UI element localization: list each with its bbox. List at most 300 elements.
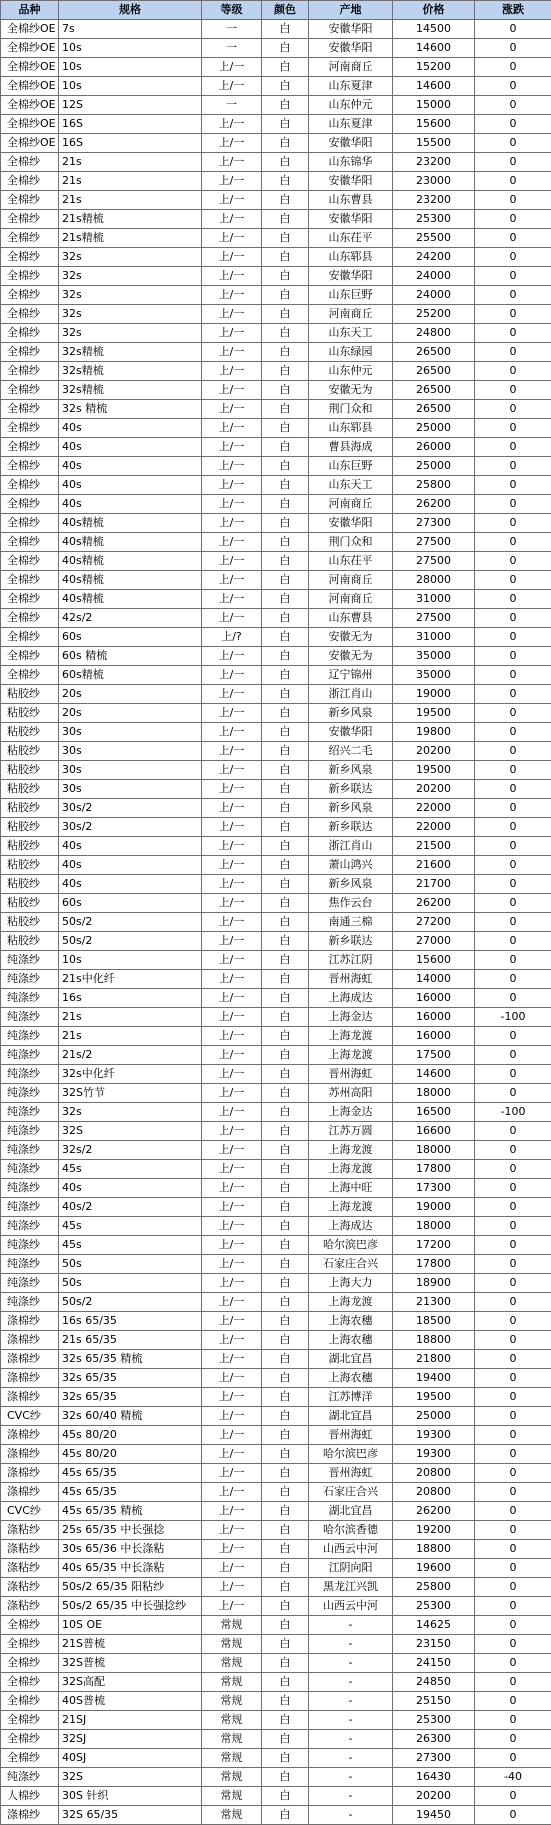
cell-spec: 32s (59, 1103, 202, 1122)
cell-price: 27300 (393, 1749, 475, 1768)
cell-change: 0 (475, 989, 551, 1008)
table-row (1, 628, 551, 647)
table-row (1, 1179, 551, 1198)
table-row (1, 400, 551, 419)
cell-price: 28000 (393, 571, 475, 590)
cell-color: 白 (262, 305, 309, 324)
table-row (1, 362, 551, 381)
cell-variety: 涤棉纱 (1, 1312, 59, 1331)
cell-color: 白 (262, 875, 309, 894)
cell-price: 15600 (393, 951, 475, 970)
cell-color: 白 (262, 1312, 309, 1331)
cell-origin: 上海龙渡 (309, 1141, 393, 1160)
cell-variety: 全棉纱 (1, 647, 59, 666)
cell-origin: 湖北宜昌 (309, 1502, 393, 1521)
cell-variety: 纯涤纱 (1, 1179, 59, 1198)
table-row (1, 1768, 551, 1787)
cell-price: 24000 (393, 286, 475, 305)
cell-change: 0 (475, 1160, 551, 1179)
cell-variety: 全棉纱OE (1, 58, 59, 77)
cell-grade: 上/一 (202, 1274, 262, 1293)
cell-price: 18800 (393, 1331, 475, 1350)
cell-variety: CVC纱 (1, 1502, 59, 1521)
cell-color: 白 (262, 1540, 309, 1559)
table-row (1, 286, 551, 305)
cell-price: 25000 (393, 1407, 475, 1426)
cell-color: 白 (262, 210, 309, 229)
cell-price: 21500 (393, 837, 475, 856)
cell-grade: 上/一 (202, 704, 262, 723)
cell-variety: 全棉纱 (1, 552, 59, 571)
cell-variety: 涤棉纱 (1, 1331, 59, 1350)
cell-grade: 上/一 (202, 761, 262, 780)
table-row (1, 96, 551, 115)
cell-change: 0 (475, 115, 551, 134)
cell-change: 0 (475, 723, 551, 742)
cell-variety: 全棉纱 (1, 1673, 59, 1692)
table-row (1, 818, 551, 837)
cell-grade: 常规 (202, 1806, 262, 1825)
cell-spec: 20s (59, 685, 202, 704)
cell-origin: 上海成达 (309, 989, 393, 1008)
cell-color: 白 (262, 761, 309, 780)
cell-origin: - (309, 1711, 393, 1730)
cell-spec: 50s/2 (59, 932, 202, 951)
table-row (1, 571, 551, 590)
cell-origin: 安徽无为 (309, 381, 393, 400)
cell-variety: 全棉纱OE (1, 134, 59, 153)
cell-color: 白 (262, 1217, 309, 1236)
cell-change: 0 (475, 1407, 551, 1426)
cell-spec: 30S 针织 (59, 1787, 202, 1806)
cell-variety: 涤棉纱 (1, 1806, 59, 1825)
table-row (1, 1540, 551, 1559)
cell-grade: 一 (202, 20, 262, 39)
cell-color: 白 (262, 1141, 309, 1160)
cell-color: 白 (262, 1160, 309, 1179)
cell-variety: 全棉纱 (1, 495, 59, 514)
cell-spec: 32s 65/35 精梳 (59, 1350, 202, 1369)
cell-spec: 10s (59, 951, 202, 970)
cell-color: 白 (262, 324, 309, 343)
cell-price: 24850 (393, 1673, 475, 1692)
cell-origin: 河南商丘 (309, 495, 393, 514)
cell-change: 0 (475, 1787, 551, 1806)
cell-variety: 全棉纱 (1, 191, 59, 210)
cell-grade: 上/一 (202, 590, 262, 609)
table-row (1, 1635, 551, 1654)
cell-change: 0 (475, 1179, 551, 1198)
cell-change: 0 (475, 913, 551, 932)
cell-price: 19300 (393, 1445, 475, 1464)
cell-price: 20800 (393, 1464, 475, 1483)
cell-variety: 全棉纱 (1, 343, 59, 362)
cell-price: 24800 (393, 324, 475, 343)
table-row (1, 1141, 551, 1160)
table-row (1, 1369, 551, 1388)
cell-color: 白 (262, 704, 309, 723)
cell-grade: 上/一 (202, 647, 262, 666)
cell-variety: 纯涤纱 (1, 1255, 59, 1274)
cell-color: 白 (262, 1198, 309, 1217)
cell-price: 31000 (393, 628, 475, 647)
cell-grade: 上/一 (202, 400, 262, 419)
table-row (1, 1008, 551, 1027)
cell-color: 白 (262, 1597, 309, 1616)
cell-spec: 40s (59, 419, 202, 438)
cell-price: 27300 (393, 514, 475, 533)
cell-grade: 上/一 (202, 381, 262, 400)
cell-grade: 上/一 (202, 894, 262, 913)
cell-change: 0 (475, 1673, 551, 1692)
cell-spec: 32s精梳 (59, 381, 202, 400)
cell-variety: 粘胶纱 (1, 704, 59, 723)
cell-variety: 粘胶纱 (1, 932, 59, 951)
table-row (1, 1521, 551, 1540)
cell-price: 26500 (393, 381, 475, 400)
cell-color: 白 (262, 1559, 309, 1578)
cell-change: 0 (475, 1084, 551, 1103)
cell-change: 0 (475, 609, 551, 628)
cell-price: 15600 (393, 115, 475, 134)
cell-origin: - (309, 1806, 393, 1825)
cell-change: 0 (475, 172, 551, 191)
cell-grade: 上/一 (202, 1046, 262, 1065)
cell-color: 白 (262, 647, 309, 666)
cell-origin: 安徽华阳 (309, 172, 393, 191)
cell-grade: 上/一 (202, 191, 262, 210)
cell-spec: 21s (59, 1027, 202, 1046)
cell-variety: 涤粘纱 (1, 1597, 59, 1616)
cell-price: 19500 (393, 761, 475, 780)
cell-origin: 上海农穗 (309, 1369, 393, 1388)
cell-grade: 上/一 (202, 1027, 262, 1046)
cell-grade: 常规 (202, 1787, 262, 1806)
table-row (1, 305, 551, 324)
cell-grade: 常规 (202, 1616, 262, 1635)
cell-spec: 45s (59, 1236, 202, 1255)
cell-price: 24150 (393, 1654, 475, 1673)
table-row (1, 837, 551, 856)
cell-origin: 焦作云台 (309, 894, 393, 913)
cell-origin: 上海农穗 (309, 1312, 393, 1331)
table-row (1, 685, 551, 704)
cell-origin: 曹县海成 (309, 438, 393, 457)
cell-origin: 山东天工 (309, 476, 393, 495)
cell-change: 0 (475, 1521, 551, 1540)
cell-spec: 60s 精梳 (59, 647, 202, 666)
cell-color: 白 (262, 742, 309, 761)
cell-grade: 上/一 (202, 780, 262, 799)
cell-color: 白 (262, 1255, 309, 1274)
table-row (1, 1787, 551, 1806)
cell-price: 27500 (393, 609, 475, 628)
cell-color: 白 (262, 666, 309, 685)
table-row (1, 1312, 551, 1331)
cell-spec: 50s/2 (59, 1293, 202, 1312)
cell-color: 白 (262, 286, 309, 305)
cell-origin: 晋州海虹 (309, 1065, 393, 1084)
cell-change: 0 (475, 590, 551, 609)
cell-change: 0 (475, 153, 551, 172)
table-row (1, 58, 551, 77)
cell-spec: 40s (59, 837, 202, 856)
cell-price: 26200 (393, 1502, 475, 1521)
cell-spec: 40s (59, 457, 202, 476)
cell-price: 16000 (393, 1027, 475, 1046)
cell-origin: 河南商丘 (309, 571, 393, 590)
cell-color: 白 (262, 989, 309, 1008)
cell-price: 19200 (393, 1521, 475, 1540)
cell-change: 0 (475, 856, 551, 875)
cell-origin: 湖北宜昌 (309, 1407, 393, 1426)
cell-price: 25300 (393, 210, 475, 229)
cell-grade: 上/一 (202, 1597, 262, 1616)
cell-color: 白 (262, 1749, 309, 1768)
cell-variety: 涤棉纱 (1, 1445, 59, 1464)
cell-grade: 常规 (202, 1692, 262, 1711)
table-row (1, 1730, 551, 1749)
cell-spec: 50s/2 65/35 阳粘纱 (59, 1578, 202, 1597)
cell-spec: 32s (59, 286, 202, 305)
cell-grade: 上/一 (202, 248, 262, 267)
cell-spec: 40s精梳 (59, 533, 202, 552)
cell-variety: 纯涤纱 (1, 1217, 59, 1236)
cell-origin: 安徽华阳 (309, 723, 393, 742)
cell-spec: 7s (59, 20, 202, 39)
cell-change: 0 (475, 1122, 551, 1141)
cell-spec: 10s (59, 58, 202, 77)
table-row (1, 438, 551, 457)
table-row (1, 210, 551, 229)
cell-variety: 纯涤纱 (1, 1141, 59, 1160)
cell-grade: 上/一 (202, 1122, 262, 1141)
cell-spec: 45s (59, 1217, 202, 1236)
cell-origin: - (309, 1673, 393, 1692)
cell-change: 0 (475, 134, 551, 153)
cell-origin: 晋州海虹 (309, 970, 393, 989)
cell-change: 0 (475, 400, 551, 419)
table-row (1, 951, 551, 970)
cell-color: 白 (262, 267, 309, 286)
cell-price: 22000 (393, 799, 475, 818)
cell-change: 0 (475, 970, 551, 989)
cell-change: 0 (475, 1369, 551, 1388)
table-row (1, 1065, 551, 1084)
cell-grade: 上/一 (202, 970, 262, 989)
cell-price: 24200 (393, 248, 475, 267)
table-row (1, 799, 551, 818)
cell-variety: 粘胶纱 (1, 780, 59, 799)
cell-spec: 25s 65/35 中长强捻 (59, 1521, 202, 1540)
cell-change: 0 (475, 875, 551, 894)
cell-grade: 上/一 (202, 1464, 262, 1483)
cell-origin: 山东曹县 (309, 609, 393, 628)
table-row (1, 1331, 551, 1350)
cell-change: 0 (475, 476, 551, 495)
cell-spec: 10s (59, 77, 202, 96)
cell-grade: 常规 (202, 1768, 262, 1787)
cell-origin: 江阴向阳 (309, 1559, 393, 1578)
cell-price: 18000 (393, 1084, 475, 1103)
cell-color: 白 (262, 1445, 309, 1464)
cell-grade: 上/一 (202, 134, 262, 153)
cell-spec: 50s (59, 1255, 202, 1274)
cell-change: 0 (475, 1806, 551, 1825)
cell-color: 白 (262, 1673, 309, 1692)
cell-color: 白 (262, 723, 309, 742)
cell-color: 白 (262, 1426, 309, 1445)
cell-color: 白 (262, 856, 309, 875)
cell-grade: 上/一 (202, 343, 262, 362)
cell-spec: 50s/2 (59, 913, 202, 932)
cell-spec: 10s (59, 39, 202, 58)
table-row (1, 1806, 551, 1825)
table-row (1, 552, 551, 571)
cell-grade: 上/一 (202, 723, 262, 742)
cell-change: 0 (475, 1635, 551, 1654)
cell-change: 0 (475, 704, 551, 723)
cell-grade: 上/一 (202, 875, 262, 894)
cell-grade: 上/一 (202, 1236, 262, 1255)
cell-variety: 全棉纱 (1, 590, 59, 609)
cell-variety: 涤棉纱 (1, 1483, 59, 1502)
cell-variety: 纯涤纱 (1, 970, 59, 989)
cell-color: 白 (262, 77, 309, 96)
cell-spec: 40s (59, 1179, 202, 1198)
table-row (1, 514, 551, 533)
cell-grade: 上/一 (202, 818, 262, 837)
cell-grade: 常规 (202, 1730, 262, 1749)
cell-variety: 纯涤纱 (1, 1103, 59, 1122)
table-row (1, 1293, 551, 1312)
cell-color: 白 (262, 1806, 309, 1825)
cell-color: 白 (262, 1122, 309, 1141)
cell-origin: 苏州高阳 (309, 1084, 393, 1103)
cell-color: 白 (262, 362, 309, 381)
cell-spec: 32s精梳 (59, 362, 202, 381)
cell-price: 19400 (393, 1369, 475, 1388)
table-row (1, 324, 551, 343)
cell-change: 0 (475, 1312, 551, 1331)
cell-color: 白 (262, 381, 309, 400)
table-row (1, 1673, 551, 1692)
cell-spec: 21S普梳 (59, 1635, 202, 1654)
table-row (1, 191, 551, 210)
cell-price: 17300 (393, 1179, 475, 1198)
cell-color: 白 (262, 951, 309, 970)
cell-spec: 40s (59, 875, 202, 894)
cell-grade: 上/一 (202, 229, 262, 248)
cell-change: 0 (475, 1483, 551, 1502)
cell-variety: 纯涤纱 (1, 1160, 59, 1179)
cell-change: 0 (475, 1388, 551, 1407)
table-row (1, 1236, 551, 1255)
cell-grade: 上/一 (202, 913, 262, 932)
cell-color: 白 (262, 39, 309, 58)
cell-origin: 河南商丘 (309, 58, 393, 77)
cell-price: 26200 (393, 894, 475, 913)
header-color: 颜色 (262, 1, 309, 20)
cell-color: 白 (262, 1464, 309, 1483)
cell-spec: 16S (59, 134, 202, 153)
cell-color: 白 (262, 495, 309, 514)
cell-color: 白 (262, 685, 309, 704)
cell-grade: 上/一 (202, 172, 262, 191)
cell-spec: 32S (59, 1768, 202, 1787)
cell-price: 16430 (393, 1768, 475, 1787)
cell-variety: 全棉纱 (1, 1749, 59, 1768)
cell-origin: 山东茌平 (309, 229, 393, 248)
cell-origin: 山西云中河 (309, 1540, 393, 1559)
cell-variety: 粘胶纱 (1, 818, 59, 837)
cell-price: 26500 (393, 400, 475, 419)
cell-spec: 32s精梳 (59, 343, 202, 362)
cell-color: 白 (262, 229, 309, 248)
cell-grade: 上/一 (202, 1426, 262, 1445)
table-row (1, 932, 551, 951)
table-row (1, 875, 551, 894)
cell-spec: 21s中化纤 (59, 970, 202, 989)
cell-color: 白 (262, 780, 309, 799)
cell-color: 白 (262, 1521, 309, 1540)
cell-variety: 全棉纱 (1, 571, 59, 590)
cell-color: 白 (262, 1730, 309, 1749)
table-row (1, 1350, 551, 1369)
cell-price: 20800 (393, 1483, 475, 1502)
cell-variety: 粘胶纱 (1, 856, 59, 875)
cell-color: 白 (262, 400, 309, 419)
cell-price: 14500 (393, 20, 475, 39)
cell-change: 0 (475, 514, 551, 533)
cell-variety: 纯涤纱 (1, 989, 59, 1008)
cell-origin: 上海龙渡 (309, 1198, 393, 1217)
cell-grade: 上/一 (202, 362, 262, 381)
cell-spec: 40s 65/35 中长涤粘 (59, 1559, 202, 1578)
cell-change: 0 (475, 305, 551, 324)
cell-price: 21600 (393, 856, 475, 875)
cell-grade: 上/一 (202, 1179, 262, 1198)
cell-spec: 42s/2 (59, 609, 202, 628)
cell-change: 0 (475, 96, 551, 115)
cell-spec: 32s 65/35 (59, 1369, 202, 1388)
cell-origin: 石家庄合兴 (309, 1255, 393, 1274)
table-row (1, 172, 551, 191)
cell-color: 白 (262, 115, 309, 134)
table-row (1, 1749, 551, 1768)
cell-origin: 新乡风泉 (309, 875, 393, 894)
table-row (1, 780, 551, 799)
cell-price: 19800 (393, 723, 475, 742)
table-row (1, 723, 551, 742)
cell-change: 0 (475, 628, 551, 647)
cell-grade: 上/一 (202, 1312, 262, 1331)
cell-price: 17500 (393, 1046, 475, 1065)
cell-grade: 上/一 (202, 438, 262, 457)
cell-color: 白 (262, 1578, 309, 1597)
cell-color: 白 (262, 932, 309, 951)
cell-color: 白 (262, 1179, 309, 1198)
table-row (1, 609, 551, 628)
cell-change: 0 (475, 780, 551, 799)
cell-spec: 40s (59, 856, 202, 875)
cell-price: 25300 (393, 1597, 475, 1616)
table-row (1, 1559, 551, 1578)
cell-variety: 全棉纱 (1, 153, 59, 172)
cell-price: 26500 (393, 343, 475, 362)
cell-origin: 荆门众和 (309, 400, 393, 419)
cell-color: 白 (262, 1065, 309, 1084)
